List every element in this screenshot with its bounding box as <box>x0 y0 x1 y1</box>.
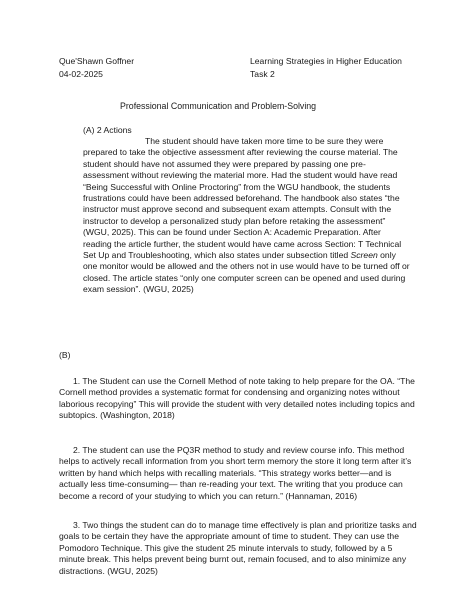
document-date: 04-02-2025 <box>59 69 103 79</box>
list-item: 1. The Student can use the Cornell Method of note taking to help prepare for the OA. “The Cornell method provides a systematic format for condensing and organizing notes without laborious recopying” This will provide the student with very detailed notes including topics and subtopics. (Washington, 2018) <box>59 376 415 421</box>
section-a-heading: (A) 2 Actions <box>83 125 132 135</box>
section-a-paragraph: The student should have taken more time to be sure they were prepared to take the objective assessment after reviewing the course material. The student should have not assumed they were prepared by passing one pre-assessment without reviewing the material more. Had the student would have read “Being Successful with Online Proctoring” from the WGU handbook, the students frustrations could have been addressed beforehand. The handbook also states “the instructor must approve second and subsequent exam attempts. Consult with the instructor to develop a personalized study plan before retaking the assessment” (WGU, 2025). This can be found under Section A: Academic Preparation. After reading the article further, the student would have came across Section: T Technical Set Up and Troubleshooting, which also states under subsection titled Screen only one monitor would be allowed and the others not in use would have to be turned off or closed. The article states “only one computer screen can be opened and used during exam session”. (WGU, 2025) <box>83 136 410 295</box>
list-item: 2. The student can use the PQ3R method to study and review course info. This method helps to actively recall information from you short term memory the store it long term after it’s written by hand which helps with recalling materials. “This strategy works better—and is actually less time-consuming— than re-reading your text. The writing that you produce can become a record of your studying to which you can return.” (Hannaman, 2016) <box>59 445 412 501</box>
section-b-heading: (B) <box>59 350 71 360</box>
list-item: 3. Two things the student can do to manage time effectively is plan and prioritize tasks and goals to be certain they have the appropriate amount of time to student. They can use the Pomodoro Technique. This give the student 25 minute intervals to study, followed by a 5 minute break. This helps prevent being burnt out, remain focused, and to also minimize any distractions. (WGU, 2025) <box>59 520 417 576</box>
course-title: Learning Strategies in Higher Education <box>250 56 402 66</box>
author-name: Que'Shawn Goffner <box>59 56 135 66</box>
task-label: Task 2 <box>250 69 275 79</box>
page-title: Professional Communication and Problem-Solving <box>120 101 317 111</box>
